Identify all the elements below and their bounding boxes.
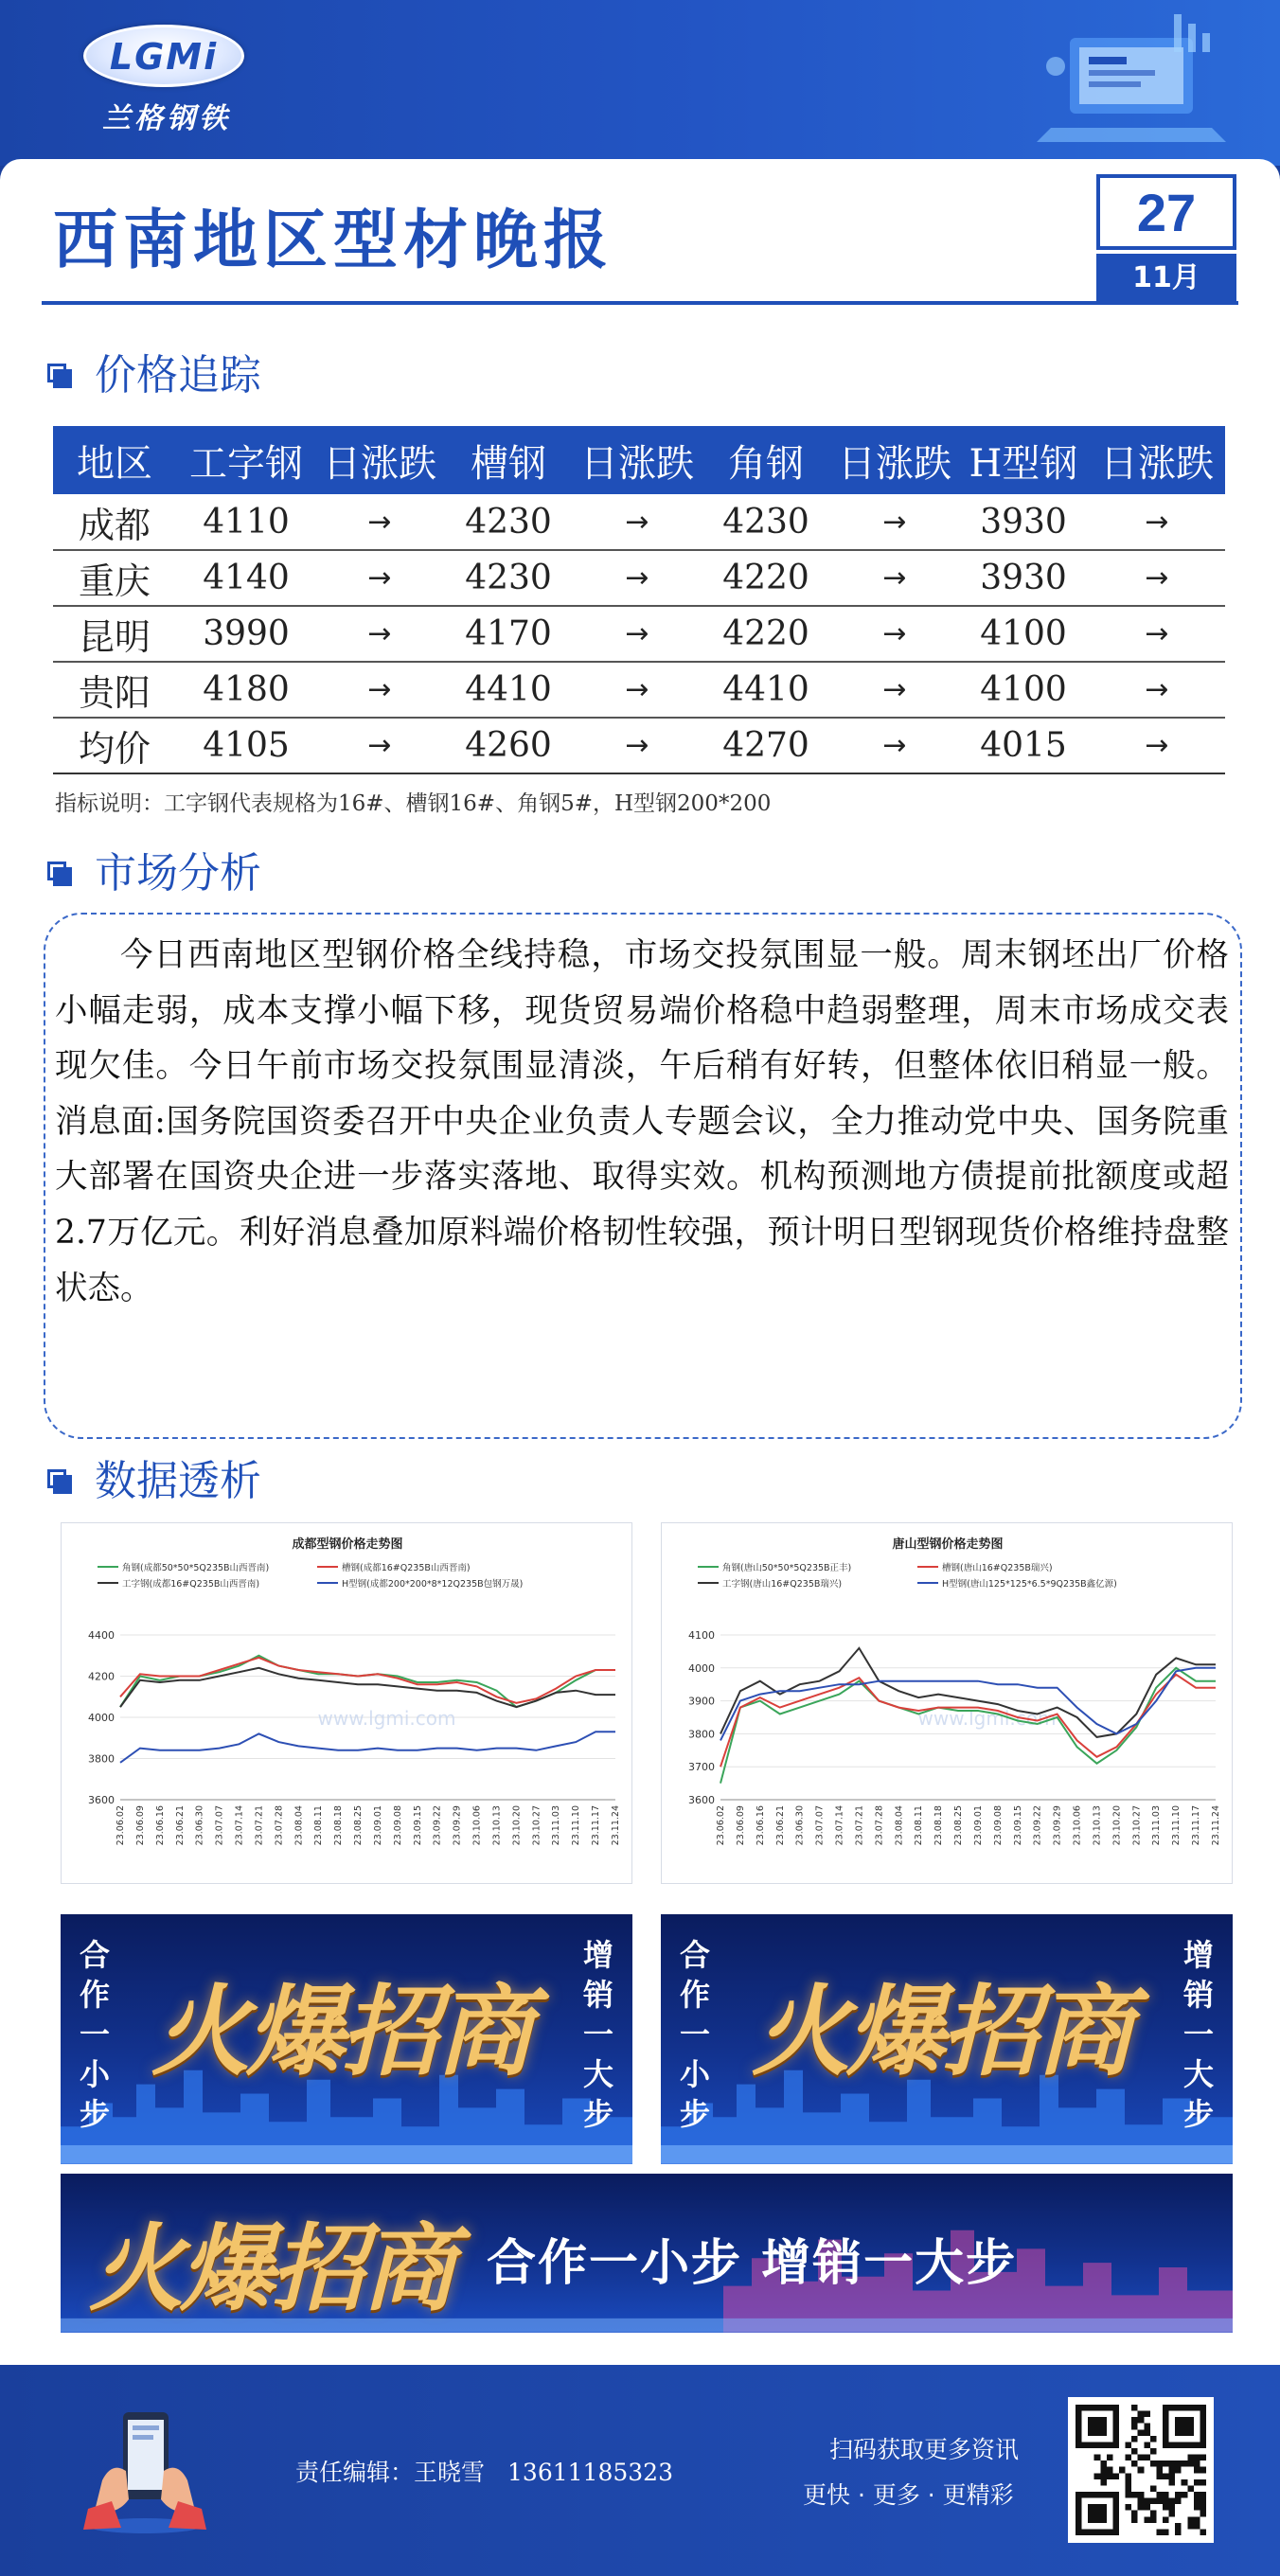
header-cell: 槽钢 <box>443 426 574 494</box>
qr-module <box>1126 2504 1132 2511</box>
y-tick-label: 4400 <box>88 1629 115 1642</box>
date-month: 11月 <box>1096 254 1236 303</box>
legend-label: 工字钢(唐山16#Q235B瑞兴) <box>722 1579 843 1590</box>
y-tick-label: 3600 <box>688 1794 715 1806</box>
qr-module <box>1163 2461 1169 2467</box>
x-tick-label: 23.06.02 <box>116 1805 126 1846</box>
change-cell: → <box>1089 718 1225 773</box>
region-cell: 均价 <box>53 718 176 773</box>
x-tick-label: 23.09.22 <box>432 1805 443 1846</box>
x-tick-label: 23.08.11 <box>313 1805 325 1846</box>
qr-module <box>1194 2461 1200 2467</box>
y-tick-label: 3800 <box>688 1728 715 1741</box>
x-tick-label: 23.08.11 <box>914 1805 925 1846</box>
change-cell: → <box>574 662 701 718</box>
y-tick-label: 4000 <box>688 1661 715 1675</box>
table-row-average <box>53 718 1225 773</box>
legend-label: 角钢(成都50*50*5Q235B山西晋南) <box>122 1563 270 1573</box>
x-tick-label: 23.07.07 <box>814 1805 826 1846</box>
qr-module <box>1187 2461 1194 2467</box>
qr-module <box>1126 2479 1132 2486</box>
qr-module <box>1144 2516 1150 2523</box>
price-cell: 4270 <box>701 718 831 773</box>
price-cell: 4230 <box>443 550 574 606</box>
qr-module <box>1194 2498 1200 2505</box>
qr-module <box>1107 2455 1113 2461</box>
price-cell: 4220 <box>701 606 831 662</box>
qr-module <box>1144 2504 1150 2511</box>
qr-module <box>1144 2442 1150 2448</box>
change-cell: → <box>316 550 443 606</box>
qr-module <box>1194 2479 1200 2486</box>
chart-watermark: www.lgmi.com <box>917 1707 1057 1730</box>
y-tick-label: 3600 <box>88 1794 115 1806</box>
qr-module <box>1131 2417 1138 2424</box>
header-cell: 日涨跌 <box>316 426 443 494</box>
date-day: 27 <box>1096 174 1236 250</box>
qr-module <box>1144 2498 1150 2505</box>
qr-finder <box>1088 2504 1107 2523</box>
qr-code[interactable] <box>1068 2397 1214 2543</box>
title-divider <box>42 301 1238 305</box>
chart-svg <box>62 1523 633 1885</box>
section-title: 价格追踪 <box>95 351 261 400</box>
table-row <box>53 606 1225 662</box>
qr-module <box>1163 2504 1169 2511</box>
x-tick-label: 23.06.21 <box>174 1805 186 1846</box>
date-badge <box>1096 174 1236 303</box>
header-cell: 日涨跌 <box>574 426 701 494</box>
qr-module <box>1194 2516 1200 2523</box>
scan-caption: 扫码获取更多资讯 <box>829 2436 1020 2463</box>
header-cell: 地区 <box>53 426 176 494</box>
qr-module <box>1126 2455 1132 2461</box>
price-cell: 4100 <box>958 662 1089 718</box>
qr-module <box>1138 2455 1145 2461</box>
section-title: 市场分析 <box>95 849 261 897</box>
x-tick-label: 23.08.18 <box>333 1805 345 1846</box>
qr-module <box>1182 2479 1188 2486</box>
change-cell: → <box>316 662 443 718</box>
header-cell: 日涨跌 <box>1089 426 1225 494</box>
legend-label: 工字钢(成都16#Q235B山西晋南) <box>122 1579 260 1590</box>
qr-module <box>1194 2455 1200 2461</box>
qr-module <box>1131 2511 1138 2517</box>
qr-module <box>1156 2498 1163 2505</box>
qr-module <box>1094 2473 1101 2479</box>
x-tick-label: 23.11.03 <box>1151 1805 1163 1846</box>
qr-module <box>1187 2523 1194 2530</box>
region-cell: 重庆 <box>53 550 176 606</box>
y-tick-label: 3900 <box>688 1695 715 1708</box>
promo-banner-left[interactable] <box>61 1914 632 2164</box>
promo-banner-wide[interactable] <box>61 2174 1233 2333</box>
qr-module <box>1131 2424 1138 2430</box>
qr-module <box>1131 2492 1138 2498</box>
region-cell: 贵阳 <box>53 662 176 718</box>
x-tick-label: 23.11.24 <box>1211 1805 1221 1846</box>
legend-label: H型钢(成都200*200*8*12Q235B包钢万晟) <box>342 1579 524 1590</box>
x-tick-label: 23.11.17 <box>1191 1805 1202 1846</box>
table-row <box>53 662 1225 718</box>
x-tick-label: 23.10.20 <box>511 1805 523 1846</box>
qr-module <box>1169 2504 1176 2511</box>
qr-module <box>1107 2467 1113 2474</box>
banner-side-left: 合作一小步 <box>79 1937 110 2132</box>
qr-module <box>1126 2492 1132 2498</box>
qr-module <box>1163 2473 1169 2479</box>
qr-module <box>1200 2498 1206 2505</box>
price-cell: 4230 <box>443 494 574 550</box>
qr-module <box>1169 2467 1176 2474</box>
qr-module <box>1169 2461 1176 2467</box>
qr-module <box>1194 2504 1200 2511</box>
banner-side-left: 合作一小步 <box>679 1937 710 2132</box>
qr-module <box>1187 2455 1194 2461</box>
qr-module <box>1200 2492 1206 2498</box>
qr-module <box>1163 2492 1169 2498</box>
qr-code-icon <box>1076 2405 1206 2535</box>
y-tick-label: 4100 <box>688 1629 715 1642</box>
qr-module <box>1169 2473 1176 2479</box>
qr-module <box>1100 2461 1107 2467</box>
x-tick-label: 23.08.25 <box>953 1805 965 1846</box>
x-tick-label: 23.06.30 <box>794 1805 806 1846</box>
qr-module <box>1119 2467 1126 2474</box>
table-row <box>53 550 1225 606</box>
x-tick-label: 23.06.16 <box>755 1805 766 1846</box>
qr-module <box>1100 2473 1107 2479</box>
x-tick-label: 23.09.15 <box>1012 1805 1023 1846</box>
y-tick-label: 4200 <box>88 1670 115 1683</box>
chart-title: 成都型钢价格走势图 <box>292 1537 403 1552</box>
x-tick-label: 23.07.07 <box>214 1805 225 1846</box>
x-tick-label: 23.10.06 <box>471 1805 483 1846</box>
qr-module <box>1138 2504 1145 2511</box>
chart-watermark: www.lgmi.com <box>317 1707 456 1730</box>
x-tick-label: 23.06.30 <box>194 1805 205 1846</box>
x-tick-label: 23.11.03 <box>551 1805 562 1846</box>
qr-module <box>1131 2461 1138 2467</box>
banner-headline: 火爆招商 <box>89 2212 453 2324</box>
qr-module <box>1150 2461 1157 2467</box>
lgmi-logo[interactable] <box>83 25 244 138</box>
change-cell: → <box>574 718 701 773</box>
x-tick-label: 23.09.01 <box>972 1805 984 1846</box>
x-tick-label: 23.10.13 <box>1092 1805 1103 1846</box>
scan-tagline: 更快 · 更多 · 更精彩 <box>803 2481 1014 2509</box>
legend-label: H型钢(唐山125*125*6.5*9Q235B鑫亿源) <box>942 1579 1117 1590</box>
x-tick-label: 23.08.04 <box>894 1805 905 1846</box>
qr-module <box>1131 2405 1138 2411</box>
series-line <box>120 1668 615 1707</box>
x-tick-label: 23.08.18 <box>933 1805 945 1846</box>
y-tick-label: 3800 <box>88 1752 115 1766</box>
qr-module <box>1138 2411 1145 2418</box>
x-tick-label: 23.06.09 <box>735 1805 746 1846</box>
qr-module <box>1138 2492 1145 2498</box>
promo-banner-right[interactable] <box>661 1914 1233 2164</box>
legend-label: 槽钢(唐山16#Q235B瑞兴) <box>942 1563 1053 1573</box>
qr-module <box>1156 2529 1163 2535</box>
qr-module <box>1150 2498 1157 2505</box>
x-tick-label: 23.08.04 <box>293 1805 305 1846</box>
qr-module <box>1150 2516 1157 2523</box>
tangshan-chart <box>661 1522 1233 1884</box>
qr-module <box>1156 2467 1163 2474</box>
qr-finder <box>1175 2417 1194 2436</box>
x-tick-label: 23.06.16 <box>154 1805 166 1846</box>
x-tick-label: 23.09.01 <box>372 1805 383 1846</box>
section-square-icon <box>47 364 72 388</box>
qr-module <box>1175 2467 1182 2474</box>
chart-title: 唐山型钢价格走势图 <box>892 1537 1004 1552</box>
qr-module <box>1182 2461 1188 2467</box>
header-cell: 日涨跌 <box>831 426 958 494</box>
x-tick-label: 23.09.08 <box>992 1805 1004 1846</box>
x-tick-label: 23.06.02 <box>716 1805 726 1846</box>
qr-module <box>1175 2492 1182 2498</box>
qr-module <box>1169 2479 1176 2486</box>
price-cell: 3930 <box>958 494 1089 550</box>
qr-module <box>1156 2473 1163 2479</box>
legend-label: 槽钢(成都16#Q235B山西晋南) <box>342 1563 471 1573</box>
table-note: 指标说明：工字钢代表规格为16#、槽钢16#、角钢5#，H型钢200*200 <box>55 791 772 816</box>
x-tick-label: 23.10.13 <box>491 1805 503 1846</box>
change-cell: → <box>831 606 958 662</box>
change-cell: → <box>831 718 958 773</box>
qr-module <box>1144 2424 1150 2430</box>
qr-module <box>1182 2492 1188 2498</box>
banner-side-right: 增销一大步 <box>1182 1937 1214 2132</box>
x-tick-label: 23.10.06 <box>1072 1805 1083 1846</box>
qr-module <box>1156 2492 1163 2498</box>
qr-module <box>1144 2455 1150 2461</box>
change-cell: → <box>831 550 958 606</box>
x-tick-label: 23.09.29 <box>1052 1805 1063 1846</box>
qr-module <box>1126 2473 1132 2479</box>
x-tick-label: 23.10.27 <box>531 1805 542 1846</box>
x-tick-label: 23.09.08 <box>392 1805 403 1846</box>
price-cell: 4180 <box>176 662 316 718</box>
x-tick-label: 23.06.21 <box>774 1805 786 1846</box>
qr-module <box>1138 2467 1145 2474</box>
qr-module <box>1194 2467 1200 2474</box>
qr-module <box>1138 2429 1145 2436</box>
change-cell: → <box>574 550 701 606</box>
qr-module <box>1150 2485 1157 2492</box>
x-tick-label: 23.06.09 <box>134 1805 146 1846</box>
x-tick-label: 23.07.14 <box>834 1805 845 1846</box>
section-square-icon <box>47 862 72 886</box>
series-line <box>120 1732 615 1763</box>
banner-slogan: 合作一小步 增销一大步 <box>487 2235 1018 2292</box>
x-tick-label: 23.08.25 <box>353 1805 364 1846</box>
qr-module <box>1200 2511 1206 2517</box>
analysis-text: 今日西南地区型钢价格全线持稳，市场交投氛围显一般。周末钢坯出厂价格小幅走弱，成本支撑小幅下移，现货贸易端价格稳中趋弱整理，周末市场成交表现欠佳。今日午前市场交投氛围显清淡，午后稍有好转，但整体依旧稍显一般。消息面:国务院国资委召开中央企业负责人专题会议，全力推动党中央、国务院重大部署在国资央企进一步落实落地、取得实效。机构预测地方债提前批额度或超2.7万亿元。利好消息叠加原料端价格韧性较强，预计明日型钢现货价格维持盘整状态。 <box>55 936 1229 1307</box>
qr-module <box>1138 2498 1145 2505</box>
qr-module <box>1100 2479 1107 2486</box>
table-row <box>53 494 1225 550</box>
price-table <box>53 426 1225 774</box>
x-tick-label: 23.10.20 <box>1111 1805 1123 1846</box>
qr-module <box>1150 2511 1157 2517</box>
qr-module <box>1144 2429 1150 2436</box>
qr-module <box>1112 2473 1119 2479</box>
price-cell: 4015 <box>958 718 1089 773</box>
change-cell: → <box>1089 550 1225 606</box>
qr-module <box>1200 2529 1206 2535</box>
price-cell: 4110 <box>176 494 316 550</box>
logo-subtitle: 兰格钢铁 <box>102 102 231 135</box>
qr-module <box>1156 2461 1163 2467</box>
region-cell: 成都 <box>53 494 176 550</box>
price-cell: 3990 <box>176 606 316 662</box>
phone-hand-icon <box>83 2405 206 2537</box>
x-tick-label: 23.10.27 <box>1131 1805 1143 1846</box>
region-cell: 昆明 <box>53 606 176 662</box>
banner-headline: 火爆招商 <box>752 1973 1131 2089</box>
change-cell: → <box>574 606 701 662</box>
qr-module <box>1107 2473 1113 2479</box>
qr-module <box>1200 2467 1206 2474</box>
price-cell: 3930 <box>958 550 1089 606</box>
qr-module <box>1138 2417 1145 2424</box>
market-analysis-box <box>44 913 1242 1439</box>
section-square-icon <box>47 1469 72 1494</box>
qr-module <box>1100 2467 1107 2474</box>
logo-text: LGMi <box>109 36 219 78</box>
qr-module <box>1187 2516 1194 2523</box>
change-cell: → <box>316 606 443 662</box>
table-header-row <box>53 426 1225 494</box>
qr-module <box>1150 2448 1157 2455</box>
editor-phone: 13611185323 <box>507 2459 673 2486</box>
banner-side-right: 增销一大步 <box>582 1937 613 2132</box>
qr-module <box>1131 2516 1138 2523</box>
qr-module <box>1150 2436 1157 2443</box>
editor-label: 责任编辑：王晓雪 <box>295 2459 486 2486</box>
legend-label: 角钢(唐山50*50*5Q235B正丰) <box>722 1563 852 1573</box>
qr-module <box>1163 2529 1169 2535</box>
change-cell: → <box>831 662 958 718</box>
header-cell: 角钢 <box>701 426 831 494</box>
banner-headline: 火爆招商 <box>151 1973 531 2089</box>
price-cell: 4100 <box>958 606 1089 662</box>
price-cell: 4230 <box>701 494 831 550</box>
qr-module <box>1144 2411 1150 2418</box>
price-cell: 4170 <box>443 606 574 662</box>
y-tick-label: 4000 <box>88 1712 115 1724</box>
qr-module <box>1163 2498 1169 2505</box>
qr-module <box>1094 2455 1101 2461</box>
change-cell: → <box>1089 662 1225 718</box>
x-tick-label: 23.09.22 <box>1032 1805 1043 1846</box>
qr-module <box>1175 2498 1182 2505</box>
qr-module <box>1200 2455 1206 2461</box>
price-cell: 4105 <box>176 718 316 773</box>
x-tick-label: 23.11.17 <box>591 1805 602 1846</box>
qr-module <box>1175 2523 1182 2530</box>
x-tick-label: 23.09.29 <box>452 1805 463 1846</box>
x-tick-label: 23.07.21 <box>854 1805 865 1846</box>
price-cell: 4410 <box>701 662 831 718</box>
change-cell: → <box>831 494 958 550</box>
laptop-illustration-icon <box>1032 9 1240 151</box>
price-cell: 4410 <box>443 662 574 718</box>
x-tick-label: 23.11.24 <box>611 1805 621 1846</box>
qr-module <box>1175 2529 1182 2535</box>
x-tick-label: 23.11.10 <box>571 1805 582 1846</box>
qr-module <box>1169 2498 1176 2505</box>
qr-finder <box>1088 2417 1107 2436</box>
qr-module <box>1126 2442 1132 2448</box>
x-tick-label: 23.07.21 <box>254 1805 265 1846</box>
price-cell: 4220 <box>701 550 831 606</box>
qr-module <box>1131 2436 1138 2443</box>
header-cell: H型钢 <box>958 426 1089 494</box>
section-title: 数据透析 <box>95 1457 261 1505</box>
page-title: 西南地区型材晚报 <box>53 203 614 278</box>
change-cell: → <box>574 494 701 550</box>
x-tick-label: 23.07.28 <box>274 1805 285 1846</box>
qr-module <box>1187 2485 1194 2492</box>
x-tick-label: 23.11.10 <box>1171 1805 1182 1846</box>
x-tick-label: 23.07.28 <box>874 1805 885 1846</box>
x-tick-label: 23.09.15 <box>412 1805 423 1846</box>
chart-svg <box>662 1523 1234 1885</box>
qr-module <box>1163 2516 1169 2523</box>
editor-info <box>295 2454 696 2488</box>
price-cell: 4140 <box>176 550 316 606</box>
qr-module <box>1175 2461 1182 2467</box>
change-cell: → <box>316 494 443 550</box>
price-cell: 4260 <box>443 718 574 773</box>
qr-module <box>1131 2448 1138 2455</box>
chengdu-chart <box>61 1522 632 1884</box>
qr-module <box>1169 2511 1176 2517</box>
change-cell: → <box>1089 494 1225 550</box>
qr-module <box>1126 2485 1132 2492</box>
header-cell: 工字钢 <box>176 426 316 494</box>
qr-module <box>1200 2479 1206 2486</box>
x-tick-label: 23.07.14 <box>234 1805 245 1846</box>
qr-module <box>1200 2504 1206 2511</box>
qr-module <box>1194 2492 1200 2498</box>
change-cell: → <box>1089 606 1225 662</box>
change-cell: → <box>316 718 443 773</box>
qr-module <box>1194 2523 1200 2530</box>
y-tick-label: 3700 <box>688 1761 715 1774</box>
